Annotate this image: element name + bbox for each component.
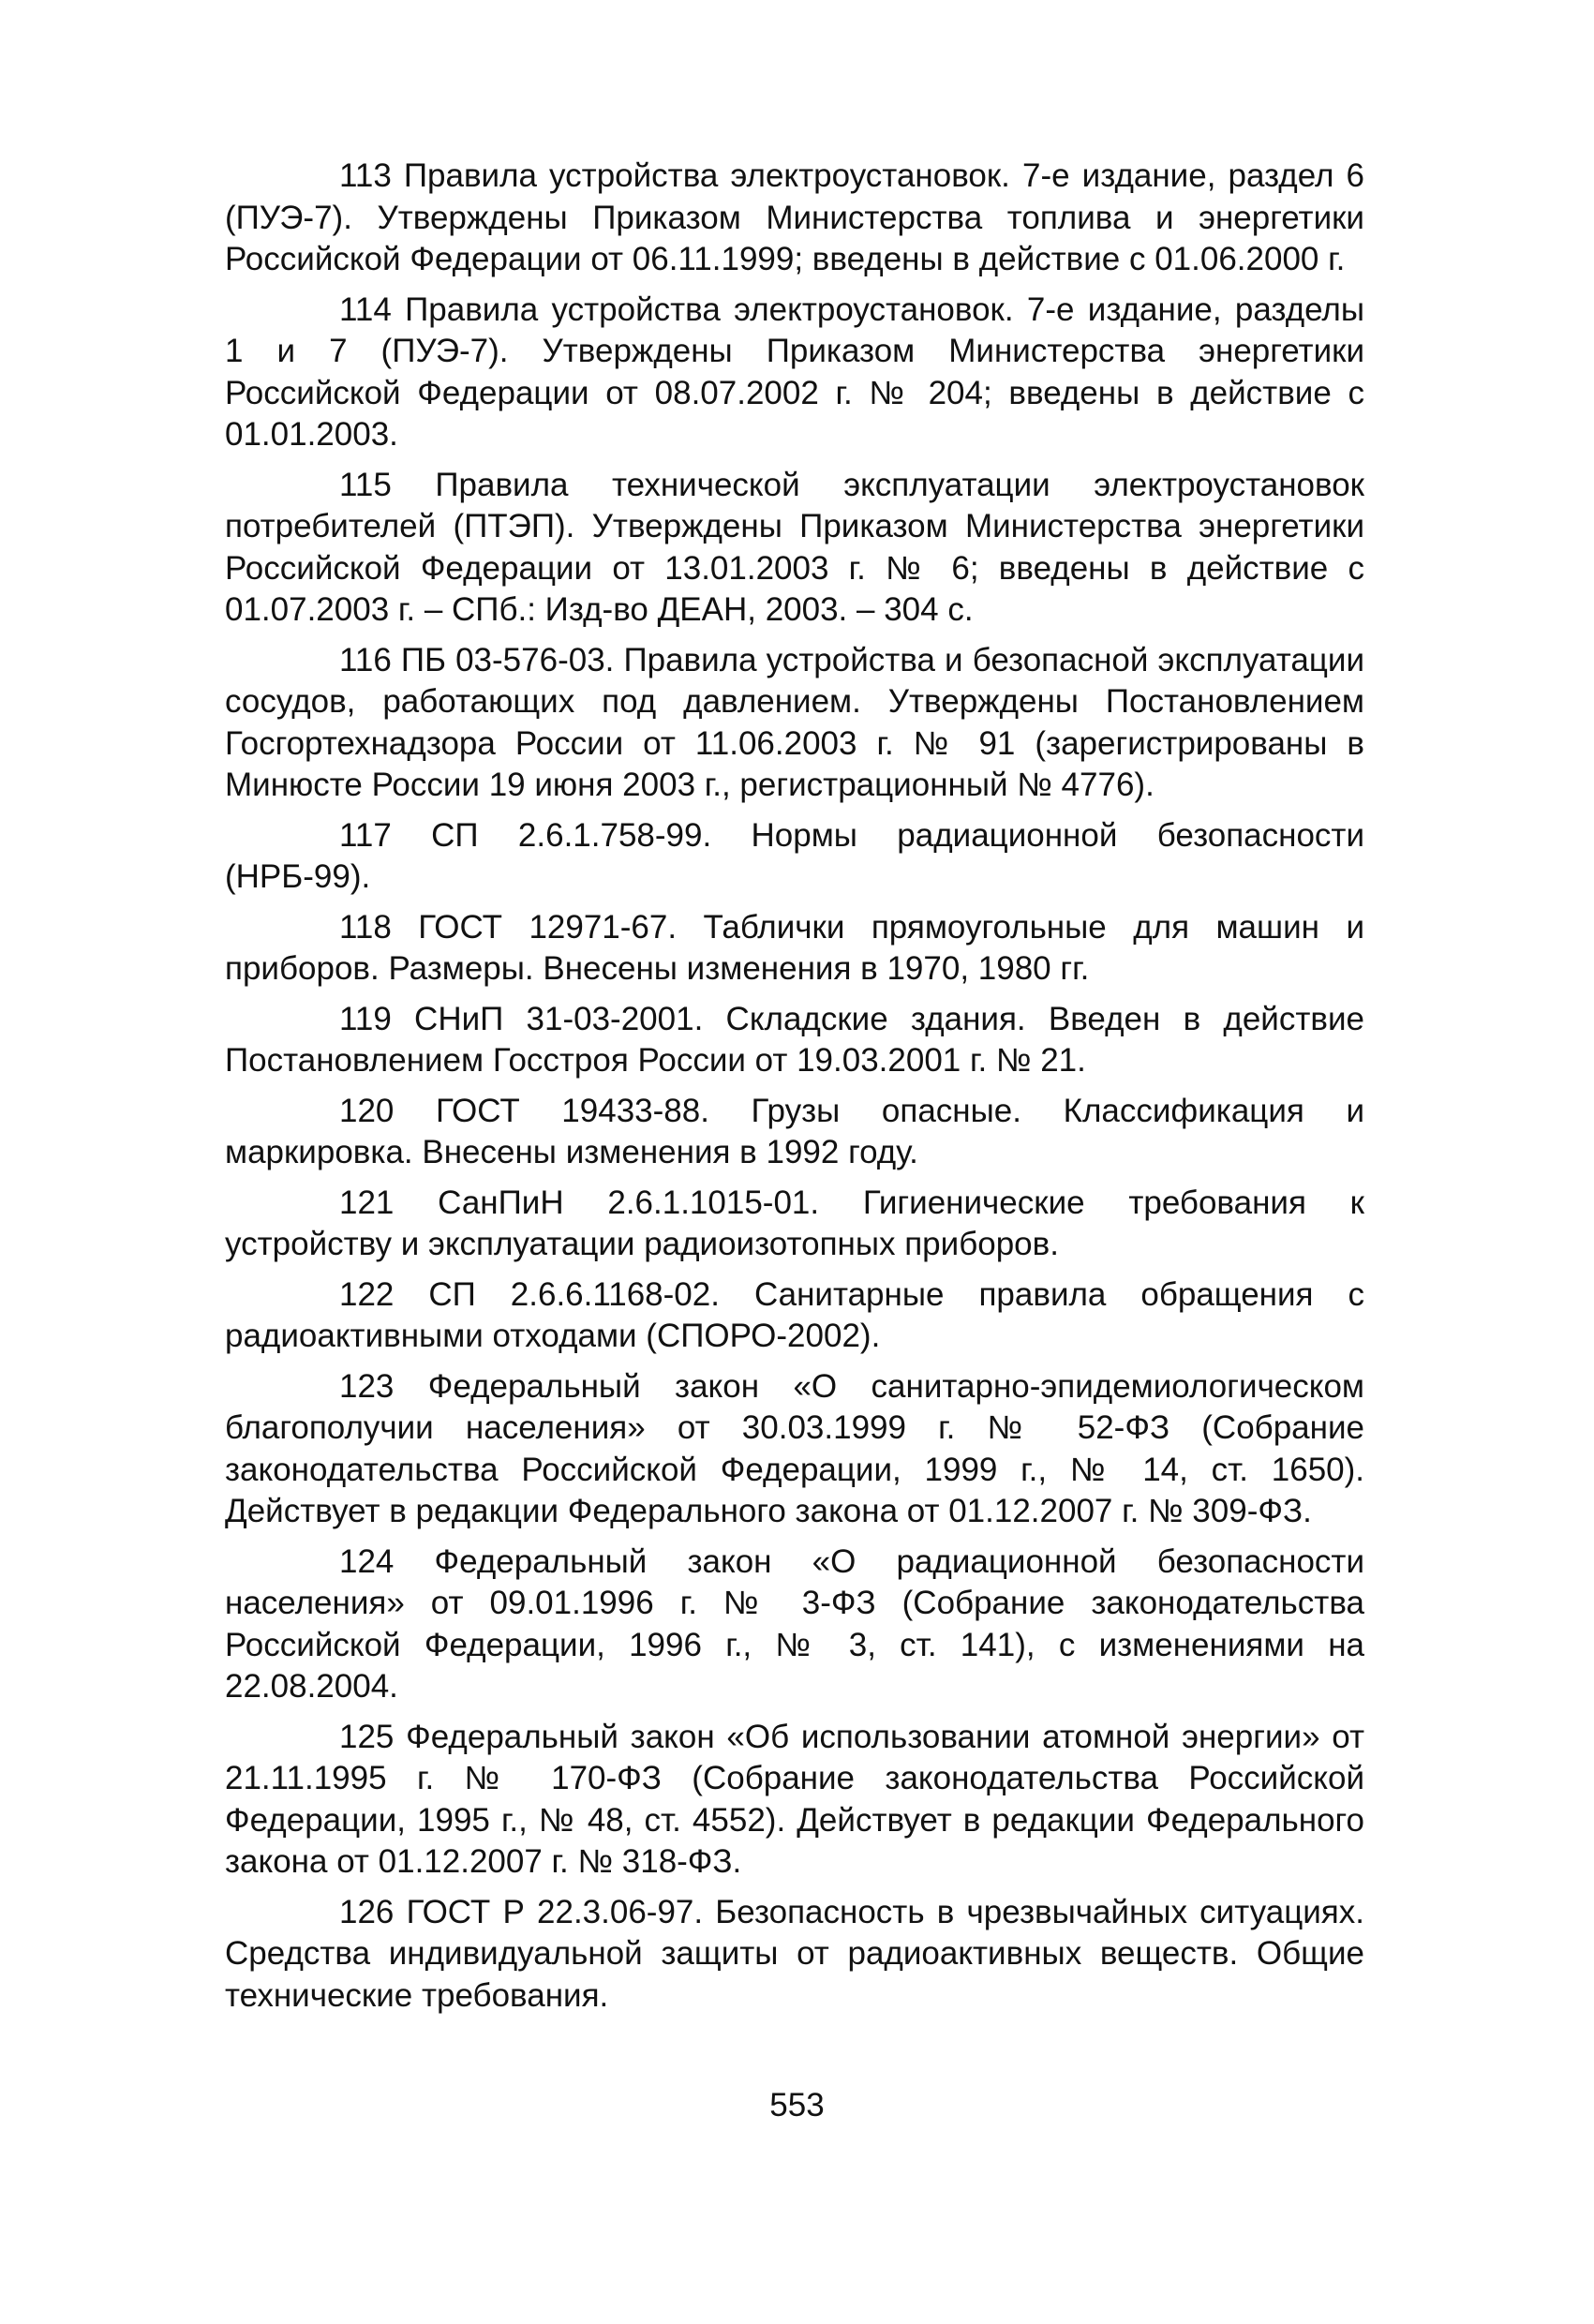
reference-item-115: 115 Правила технической эксплуатации электроустановок потребителей (ПТЭП). Утверждены Приказом Министерства энергетики Российской Федерации от 13.01.2003 г. № 6; введены в действие с 01.07.2003 г. – СПб.: Изд-во ДЕАН, 2003. – 304 с.: [225, 466, 1364, 628]
page-number: 553: [769, 2087, 825, 2123]
reference-item-122: 122 СП 2.6.6.1168-02. Санитарные правила обращения с радиоактивными отходами (СПОРО-2002).: [225, 1275, 1364, 1354]
reference-item-124: 124 Федеральный закон «О радиационной безопасности населения» от 09.01.1996 г. № 3-ФЗ (Собрание законодательства Российской Федерации, 1996 г., № 3, ст. 141), с изменениями на 22.08.2004.: [225, 1542, 1364, 1705]
reference-list: [225, 156, 1364, 2025]
reference-item-117: 117 СП 2.6.1.758-99. Нормы радиационной безопасности (НРБ-99).: [225, 816, 1364, 895]
reference-item-113: 113 Правила устройства электроустановок. 7-е издание, раздел 6 (ПУЭ-7). Утверждены Приказом Министерства топлива и энергетики Российской Федерации от 06.11.1999; введены в действие с 01.06.2000 г.: [225, 157, 1364, 277]
reference-item-118: 118 ГОСТ 12971-67. Таблички прямоугольные для машин и приборов. Размеры. Внесены изменения в 1970, 1980 гг.: [225, 908, 1364, 987]
reference-item-114: 114 Правила устройства электроустановок. 7-е издание, разделы 1 и 7 (ПУЭ-7). Утверждены Приказом Министерства энергетики Российской Федерации от 08.07.2002 г. № 204; введены в действие с 01.01.2003.: [225, 290, 1364, 453]
reference-item-126: 126 ГОСТ Р 22.3.06-97. Безопасность в чрезвычайных ситуациях. Средства индивидуальной защиты от радиоактивных веществ. Общие технические требования.: [225, 1893, 1364, 2014]
reference-item-116: 116 ПБ 03-576-03. Правила устройства и безопасной эксплуатации сосудов, работающих под давлением. Утверждены Постановлением Госгортехнадзора России от 11.06.2003 г. № 91 (зарегистрированы в Минюсте России 19 июня 2003 г., регистрационный № 4776).: [225, 641, 1364, 803]
reference-item-121: 121 СанПиН 2.6.1.1015-01. Гигиенические требования к устройству и эксплуатации радиоизотопных приборов.: [225, 1184, 1364, 1262]
reference-item-120: 120 ГОСТ 19433-88. Грузы опасные. Классификация и маркировка. Внесены изменения в 1992 году.: [225, 1092, 1364, 1170]
reference-item-125: 125 Федеральный закон «Об использовании атомной энергии» от 21.11.1995 г. № 170-ФЗ (Собрание законодательства Российской Федерации, 1995 г., № 48, ст. 4552). Действует в редакции Федерального закона от 01.12.2007 г. № 318-ФЗ.: [225, 1718, 1364, 1880]
reference-item-123: 123 Федеральный закон «О санитарно-эпидемиологическом благополучии населения» от 30.03.1999 г. № 52-ФЗ (Собрание законодательства Российской Федерации, 1999 г., № 14, ст. 1650). Действует в редакции Федерального закона от 01.12.2007 г. № 309-ФЗ.: [225, 1367, 1364, 1529]
reference-item-119: 119 СНиП 31-03-2001. Складские здания. Введен в действие Постановлением Госстроя России от 19.03.2001 г. № 21.: [225, 1000, 1364, 1079]
